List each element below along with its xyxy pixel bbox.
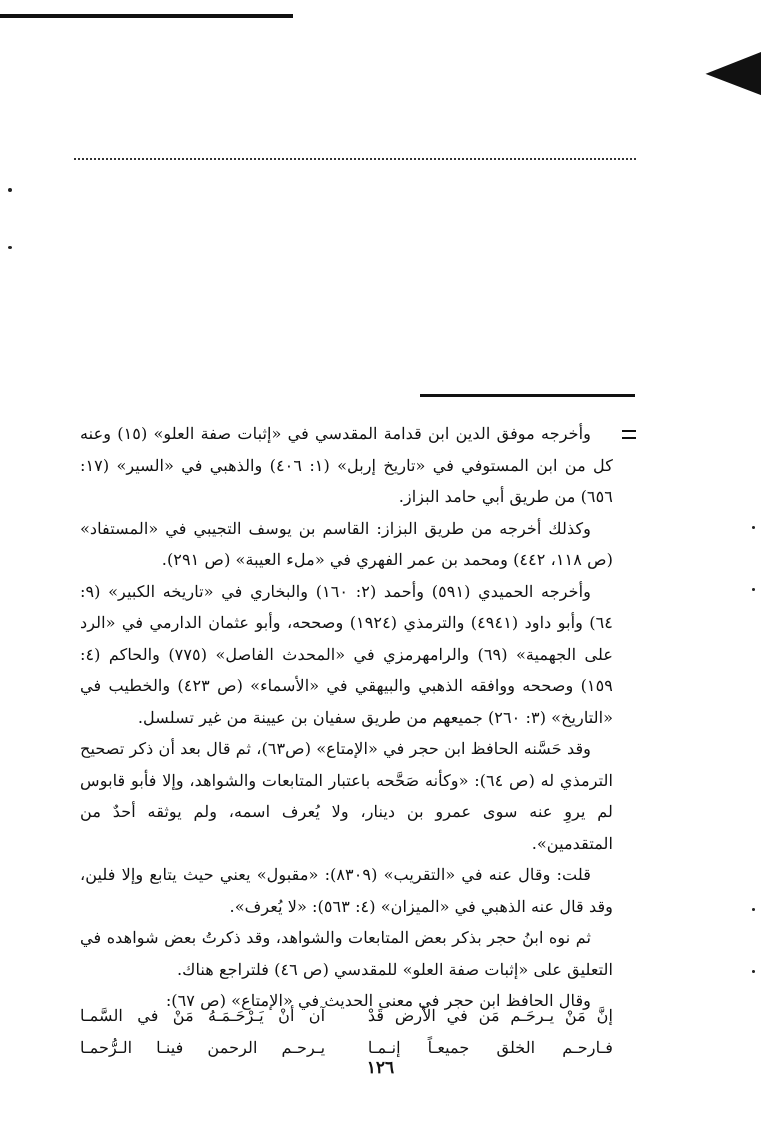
paragraph-text: وأخرجه موفق الدين ابن قدامة المقدسي في «إثبات صفة العلو» (١٥) وعنه كل من ابن المستوفي في «تاريخ إربل» (١: ٤٠٦) والذهبي في «السير» (١٧: ٦٥٦) من طريق أبي حامد البزاز. — [80, 424, 613, 506]
paragraph-text: قلت: وقال عنه في «التقريب» (٨٣٠٩): «مقبول» يعني حيث يتابع وإلا فلين، وقد قال عنه الذهبي في «الميزان» (٤: ٥٦٣): «لا يُعرف». — [80, 865, 613, 916]
scan-speck — [752, 588, 755, 591]
verse-second-half: آن أنْ يَـرْحَـمَـهُ مَنْ في السَّمـا — [80, 1006, 326, 1025]
paragraph-text: وقال الحافظ ابن حجر في معنى الحديث في «الإمتاع» (ص ٦٧): — [165, 991, 591, 1010]
scan-speck — [752, 908, 755, 911]
paragraph-text: وكذلك أخرجه من طريق البزاز: القاسم بن يوسف التجيبي في «المستفاد» (ص ١١٨، ٤٤٢) ومحمد بن عمر الفهري في «ملء العيبة» (ص ٢٩١). — [80, 518, 613, 569]
verse-first-half: إنَّ مَنْ يـرحَـم مَن في الأرض قَدْ — [367, 1006, 613, 1025]
paragraph-text: ثم نوه ابنُ حجر بذكر بعض المتابعات والشواهد، وقد ذكرتُ بعض شواهده في التعليق على «إثبات صفة العلو» للمقدسي (ص ٤٦) فلتراجع هناك. — [80, 928, 613, 979]
top-rule — [0, 14, 293, 18]
poem-verse — [80, 1000, 613, 1032]
paragraph — [80, 418, 613, 513]
paragraph — [80, 733, 613, 859]
paragraph — [80, 513, 613, 576]
paragraph-text: وأخرجه الحميدي (٥٩١) وأحمد (٢: ١٦٠) والبخاري في «تاريخه الكبير» (٩: ٦٤) وأبو داود (٤٩٤١) والترمذي (١٩٢٤) وصححه، وأبو عثمان الدارمي في «الرد على الجهمية» (٦٩) والرامهرمزي في «المحدث الفاصل» (٧٧٥) والحاكم (٤: ١٥٩) وصححه ووافقه الذهبي والبيهقي في «الأسماء» (ص ٤٢٣) والخطيب في «التاريخ» (٣: ٢٦٠) جميعهم من طريق سفيان بن عيينة من غير تسلسل. — [80, 581, 613, 727]
footnote-text — [80, 418, 613, 1017]
paragraph — [80, 859, 613, 922]
scan-speck — [752, 970, 755, 973]
verse-first-half: فـارحـم الخلق جميعـاً إنـمـا — [367, 1037, 613, 1057]
paragraph — [80, 922, 613, 985]
paragraph-text: وقد حَسَّنه الحافظ ابن حجر في «الإمتاع» (ص٦٣)، ثم قال بعد أن ذكر تصحيح الترمذي له (ص ٦٤): «وكأنه صَحَّحه باعتبار المتابعات والشواهد، وإلا فأبو قابوس لم يروِ عنه سوى عمرو بن دينار، ولا يُعرف اسمه، ولم يوثقه أحدٌ من المتقدمين». — [80, 739, 613, 853]
verse-second-half: يـرحـم الرحمن فينـا الـرُّحمـا — [80, 1037, 326, 1057]
continuation-mark — [622, 430, 636, 444]
scan-speck — [8, 246, 12, 249]
corner-mark — [704, 52, 761, 106]
page-number: ١٢٦ — [366, 1058, 395, 1078]
scan-speck — [8, 188, 12, 192]
dotted-separator — [74, 158, 636, 160]
paragraph — [80, 576, 613, 734]
poem — [80, 1000, 613, 1063]
footnote-rule — [420, 394, 635, 397]
scan-speck — [752, 526, 755, 529]
